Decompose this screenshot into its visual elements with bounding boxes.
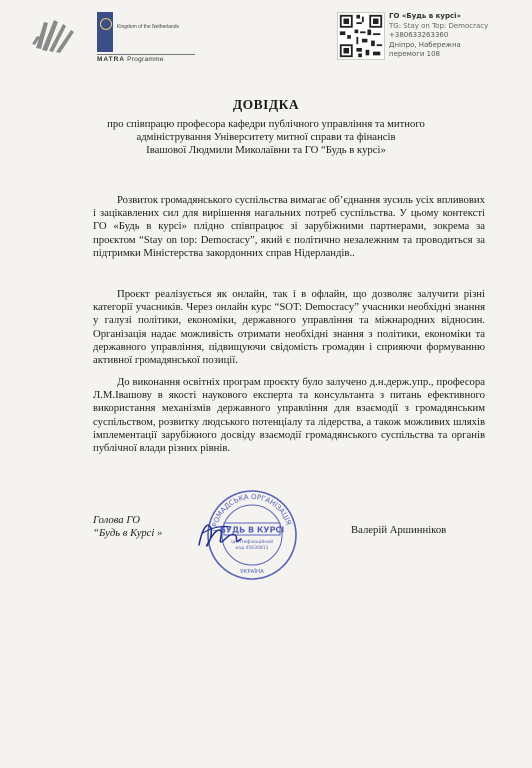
netherlands-crest-icon: [97, 12, 113, 52]
subtitle-line-3: Івашової Людмили Миколаївни та ГО “Будь в курсі»: [146, 144, 386, 156]
qr-code-icon: [337, 12, 385, 60]
paragraph-3: До виконання освітніх програм проєкту було залучено д.н.держ.упр., професора Л.М.Івашову в якості наукового експерта та консультанта з питань ефективного використання механізмів державного управління для взаємодії з громадянським суспільством, розвитку людського потенціалу та лідерства, а також можливих шляхів імплементації зарубіжного досвіду взаємодії громадянського суспільства та органів публічної влади різних рівнів.: [93, 376, 485, 455]
contact-organization: ГО «Будь в курсі»: [389, 12, 462, 20]
organization-logo-icon: [30, 14, 78, 58]
stamp-country: УКРАЇНА: [240, 569, 264, 575]
position-line-1: Голова ГО: [93, 514, 140, 526]
stamp-ring-text: ГРОМАДСЬКА ОРГАНІЗАЦІЯ: [210, 492, 293, 532]
matra-word: MATRA: [97, 56, 125, 63]
matra-logo: [97, 12, 197, 62]
handwritten-signature-icon: [195, 515, 245, 555]
contact-address-line1: Дніпро, Набережна: [389, 40, 461, 49]
position-line-2: “Будь в Курсі »: [93, 527, 163, 540]
contact-telegram: TG: Stay on Top: Democracy: [389, 21, 489, 30]
contact-block: [389, 12, 488, 60]
paragraph-1: Розвиток громадянського суспільства вимагає об’єднання зусиль усіх впливових і зацікавлених сил для вирішення нагальних потреб суспільства. У цьому контексті ГО «Будь в курсі» плідно співпрацює зі зарубіжними партнерами, зокрема за проєктом “Stay on top: Democracy”, який є політично незалежним та проводиться за підтримки Міністерства закордонних справ Нідерландів..: [93, 194, 485, 259]
subtitle-line-2: адміністрування Університету митної справи та фінансів: [136, 131, 396, 143]
matra-programme-label: [97, 56, 164, 63]
subtitle-line-1: про співпрацю професора кафедри публічного управління та митного: [107, 118, 425, 130]
contact-phone: +380633263360: [389, 31, 449, 39]
stamp-code-value: код 45630811: [235, 546, 269, 551]
signatory-name: Валерій Аршинніков: [351, 524, 447, 536]
paragraph-2: Проєкт реалізується як онлайн, так і в офлайн, що дозволяє залучити різні категорії учасників. Через онлайн курс “SOT: Democracy” учасники необхідні знання у галузі політики, економіки, державного управління та міжнародних відносин. Організація надає можливість отримати необхідні знання з політики, економіки та державного управління, підвищуючи свідомість громадян і сприяючи формуванню активної громадянської позиції.: [93, 288, 485, 367]
document-title: ДОВІДКА: [232, 97, 300, 112]
contact-address-line2: перемоги 108: [389, 50, 441, 58]
logo-divider: [97, 54, 195, 55]
signatory-position: [93, 514, 162, 540]
stamp-center-text: БУДЬ В КУРСІ: [219, 525, 285, 535]
programme-word: Programme: [127, 56, 164, 63]
document-subtitle: [60, 118, 472, 157]
stamp-code-label: ідентифікаційний: [230, 540, 274, 545]
kingdom-label: Kingdom of the Netherlands: [117, 24, 179, 30]
